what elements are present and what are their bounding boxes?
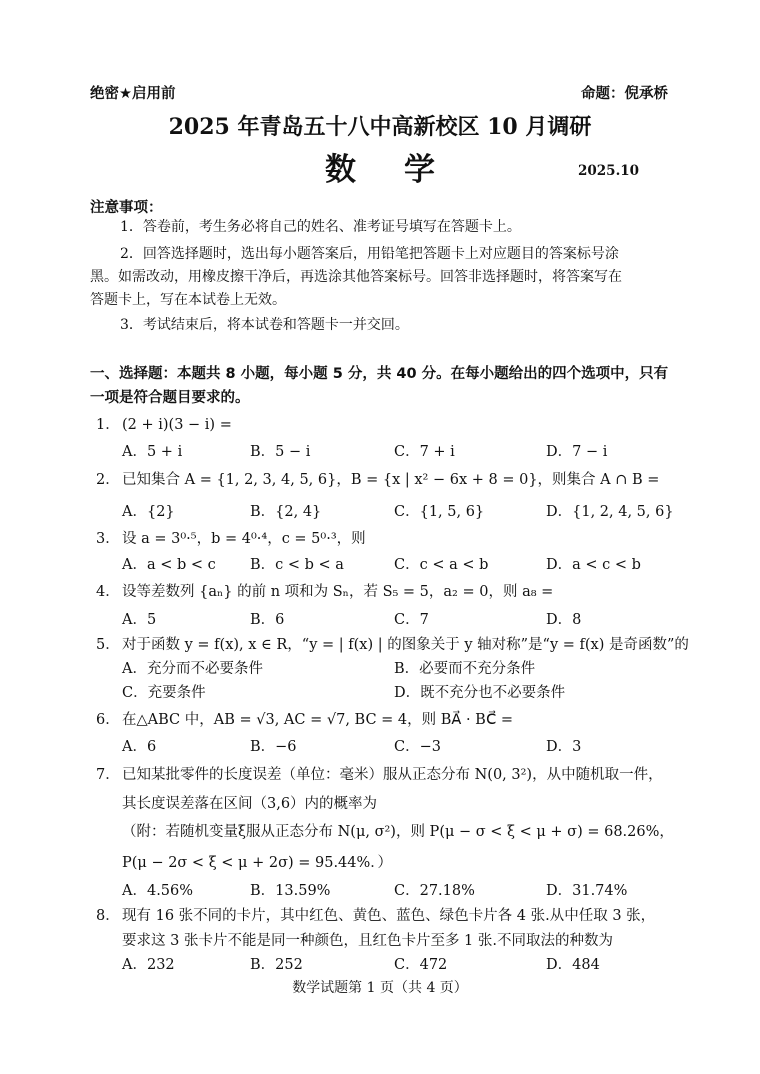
question-1 — [96, 413, 232, 434]
question-2 — [96, 468, 659, 489]
notice-heading: 注意事项： — [90, 200, 163, 216]
section-heading: 一、选择题：本题共 8 小题，每小题 5 分，共 40 分。在每小题给出的四个选项中，只有一项是符合题目要求的。 — [90, 366, 669, 406]
notice-line: 答题卡上，写在本试卷上无效。 — [90, 292, 286, 308]
option-b: B．{2, 4} — [250, 504, 322, 520]
question-6 — [96, 708, 513, 729]
option-b: B．252 — [250, 957, 303, 973]
author-label: 命题：倪承桥 — [581, 86, 668, 102]
question-text-line: （附：若随机变量ξ服从正态分布 N(μ, σ²)，则 P(μ − σ < ξ < μ + σ) = 68.26%， — [122, 824, 674, 840]
exam-title: 2025 年青岛五十八中高新校区 10 月调研 — [168, 114, 592, 140]
option-a: A．4.56% — [122, 883, 194, 899]
option-d: D．7 − i — [546, 444, 608, 460]
question-text-line: 要求这 3 张卡片不能是同一种颜色，且红色卡片至多 1 张.不同取法的种数为 — [122, 933, 613, 949]
question-number: 7． — [96, 767, 120, 783]
question-7 — [96, 763, 663, 784]
question-number: 3． — [96, 531, 120, 547]
question-number: 8． — [96, 908, 120, 924]
option-b: B．5 − i — [250, 444, 311, 460]
option-d: D．31.74% — [546, 883, 628, 899]
question-number: 5． — [96, 637, 120, 653]
question-number: 4． — [96, 584, 120, 600]
question-4 — [96, 580, 553, 601]
option-c: C．7 + i — [394, 444, 455, 460]
option-d: D．{1, 2, 4, 5, 6} — [546, 504, 674, 520]
exam-date: 2025.10 — [578, 163, 640, 179]
option-c: C．c < a < b — [394, 557, 489, 573]
notice-line: 1．答卷前，考生务必将自己的姓名、准考证号填写在答题卡上。 — [120, 219, 521, 235]
option-d: D．既不充分也不必要条件 — [394, 685, 566, 701]
option-c: C．{1, 5, 6} — [394, 504, 485, 520]
option-b: B．c < b < a — [250, 557, 344, 573]
subject-title: 数学 — [325, 152, 483, 188]
question-text-line: 其长度误差落在区间（3,6）内的概率为 — [122, 796, 378, 812]
option-a: A．5 + i — [122, 444, 183, 460]
option-c: C．27.18% — [394, 883, 475, 899]
notice-line: 黑。如需改动，用橡皮擦干净后，再选涂其他答案标号。回答非选择题时，将答案写在 — [90, 269, 622, 285]
question-number: 2． — [96, 472, 120, 488]
question-stem: 对于函数 y = f(x), x ∈ R，“y = | f(x) | 的图象关于 y 轴对称”是“y = f(x) 是奇函数”的 — [122, 637, 689, 653]
question-stem: 已知某批零件的长度误差（单位：毫米）服从正态分布 N(0, 3²)，从中随机取一件， — [122, 767, 663, 783]
option-c: C．充要条件 — [122, 685, 206, 701]
option-d: D．8 — [546, 612, 582, 628]
option-d: D．a < c < b — [546, 557, 641, 573]
page-footer: 数学试题第 1 页（共 4 页） — [292, 980, 468, 996]
option-b: B．6 — [250, 612, 285, 628]
option-a: A．充分而不必要条件 — [122, 661, 263, 677]
option-d: D．3 — [546, 739, 582, 755]
option-a: A．a < b < c — [122, 557, 216, 573]
question-stem: 现有 16 张不同的卡片，其中红色、黄色、蓝色、绿色卡片各 4 张.从中任取 3 张， — [122, 908, 656, 924]
option-c: C．−3 — [394, 739, 441, 755]
option-c: C．472 — [394, 957, 448, 973]
question-stem: 设 a = 3⁰·⁵，b = 4⁰·⁴，c = 5⁰·³，则 — [122, 531, 366, 547]
question-8 — [96, 904, 655, 925]
question-5 — [96, 633, 689, 654]
option-d: D．484 — [546, 957, 600, 973]
question-number: 6． — [96, 712, 120, 728]
option-b: B．13.59% — [250, 883, 331, 899]
option-a: A．5 — [122, 612, 157, 628]
question-stem: 在△ABC 中，AB = √3, AC = √7, BC = 4，则 BA⃗ · BC⃗ = — [122, 712, 513, 728]
notice-line: 3．考试结束后，将本试卷和答题卡一并交回。 — [120, 317, 409, 333]
question-stem: 设等差数列 {aₙ} 的前 n 项和为 Sₙ，若 S₅ = 5，a₂ = 0，则 a₈ = — [122, 584, 554, 600]
question-stem: 已知集合 A = {1, 2, 3, 4, 5, 6}，B = {x | x² − 6x + 8 = 0}，则集合 A ∩ B = — [122, 472, 660, 488]
question-3 — [96, 527, 366, 548]
option-c: C．7 — [394, 612, 429, 628]
option-a: A．232 — [122, 957, 175, 973]
option-b: B．必要而不充分条件 — [394, 661, 536, 677]
option-a: A．{2} — [122, 504, 175, 520]
confidential-label: 绝密★启用前 — [90, 86, 176, 102]
question-text-line: P(μ − 2σ < ξ < μ + 2σ) = 95.44%．） — [122, 855, 393, 871]
option-a: A．6 — [122, 739, 157, 755]
question-stem: (2 + i)(3 − i) = — [122, 417, 232, 433]
notice-line: 2．回答选择题时，选出每小题答案后，用铅笔把答题卡上对应题目的答案标号涂 — [120, 246, 619, 262]
question-number: 1． — [96, 417, 120, 433]
option-b: B．−6 — [250, 739, 297, 755]
